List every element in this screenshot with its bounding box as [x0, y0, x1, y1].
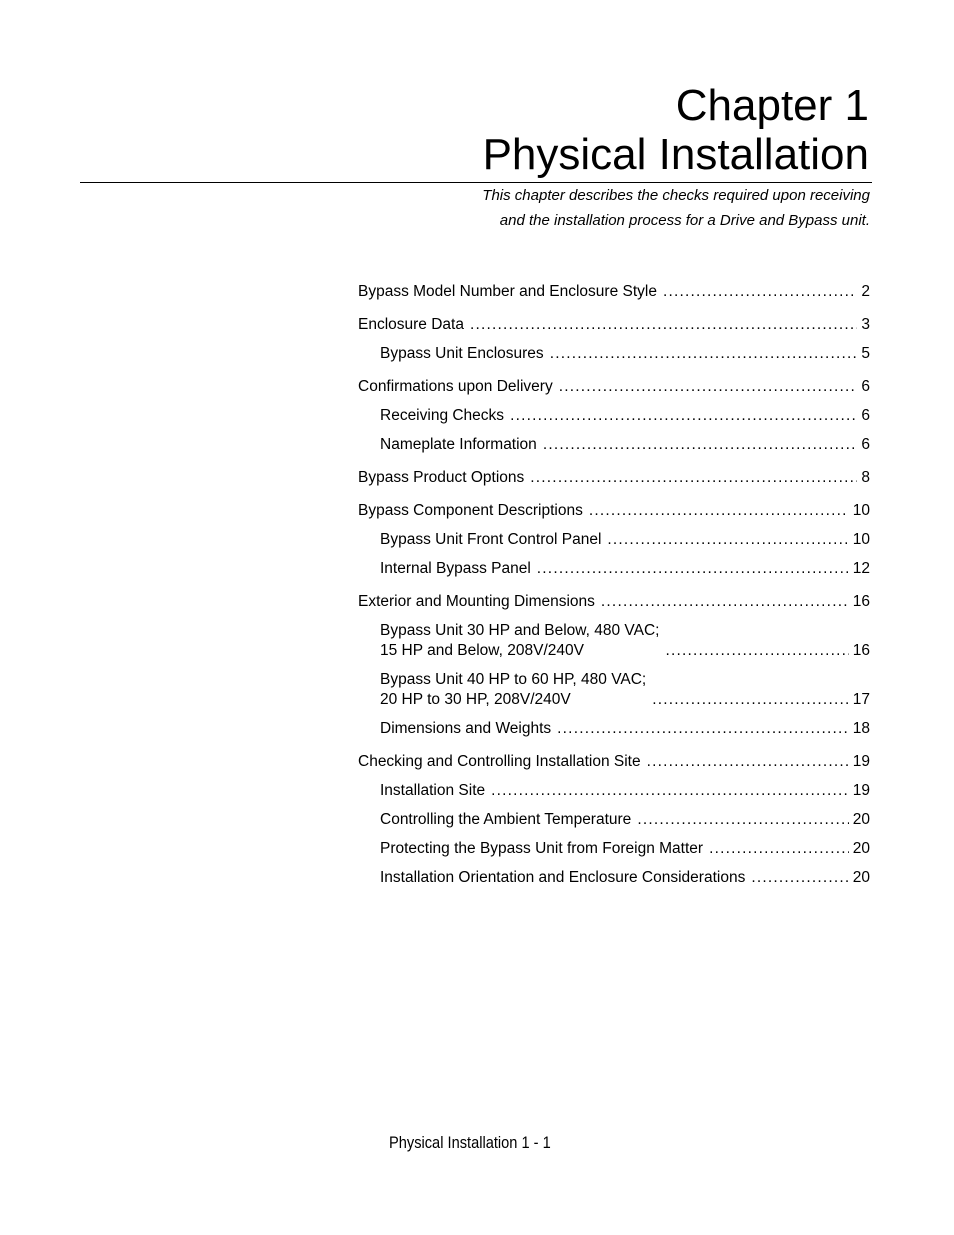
dot-leader: [559, 377, 858, 397]
toc-entry[interactable]: [358, 315, 870, 335]
toc-entry-label: Nameplate Information: [380, 436, 537, 453]
toc-page-number: 12: [852, 560, 870, 577]
dot-leader: [647, 752, 849, 772]
toc-entry[interactable]: [358, 592, 870, 612]
toc-entry-label: Protecting the Bypass Unit from Foreign Matter: [380, 840, 704, 857]
toc-entry-label: Exterior and Mounting Dimensions: [358, 593, 595, 610]
toc-entry[interactable]: [358, 501, 870, 521]
toc-entry-label: Bypass Unit 30 HP and Below, 480 VAC;: [380, 622, 660, 639]
dot-leader: [663, 282, 857, 302]
dot-leader: [491, 781, 849, 801]
dot-leader: [543, 435, 858, 455]
toc-page-number: 19: [852, 753, 870, 770]
toc-page-number: 3: [861, 316, 870, 333]
toc-entry[interactable]: [358, 530, 870, 550]
toc-page-number: 16: [852, 593, 870, 610]
toc-entry[interactable]: [358, 435, 870, 455]
dot-leader: [530, 468, 857, 488]
summary-line: This chapter describes the checks required upon receiving: [482, 187, 870, 204]
toc-page-number: 20: [852, 840, 870, 857]
toc-entry[interactable]: [358, 810, 870, 830]
dot-leader: [601, 592, 849, 612]
table-of-contents: [358, 282, 870, 888]
toc-entry[interactable]: [358, 752, 870, 772]
toc-entry[interactable]: [358, 868, 870, 888]
toc-entry[interactable]: [358, 282, 870, 302]
dot-leader: [589, 501, 849, 521]
toc-entry[interactable]: [358, 406, 870, 426]
toc-entry-label: Enclosure Data: [358, 316, 464, 333]
toc-entry-label: Internal Bypass Panel: [380, 560, 531, 577]
toc-entry-label: Installation Orientation and Enclosure Considerations: [380, 869, 746, 886]
toc-page-number: 20: [852, 811, 870, 828]
toc-page-number: 6: [861, 436, 870, 453]
toc-entry[interactable]: [358, 781, 870, 801]
toc-entry[interactable]: [358, 559, 870, 579]
toc-page-number: 17: [852, 691, 870, 708]
toc-entry[interactable]: [358, 719, 870, 739]
toc-page-number: 2: [861, 283, 870, 300]
toc-page-number: 10: [852, 502, 870, 519]
toc-entry-label: Bypass Product Options: [358, 469, 525, 486]
toc-page-number: 10: [852, 531, 870, 548]
toc-entry-label: Bypass Unit Enclosures: [380, 345, 544, 362]
toc-entry[interactable]: [358, 839, 870, 859]
toc-page-number: 18: [852, 720, 870, 737]
chapter-title: Physical Installation: [482, 130, 869, 179]
summary-line: and the installation process for a Drive and Bypass unit.: [499, 212, 870, 229]
toc-page-number: 19: [852, 782, 870, 799]
dot-leader: [607, 530, 848, 550]
toc-entry-label: 15 HP and Below, 208V/240V: [380, 642, 584, 659]
toc-entry-label: Checking and Controlling Installation Site: [358, 753, 641, 770]
toc-page-number: 6: [861, 407, 870, 424]
toc-page-number: 20: [852, 869, 870, 886]
toc-entry-label: 20 HP to 30 HP, 208V/240V: [380, 691, 571, 708]
dot-leader: [665, 641, 848, 661]
dot-leader: [557, 719, 849, 739]
dot-leader: [709, 839, 849, 859]
dot-leader: [537, 559, 849, 579]
dot-leader: [510, 406, 857, 426]
toc-entry-label: Bypass Component Descriptions: [358, 502, 583, 519]
toc-entry[interactable]: [358, 377, 870, 397]
toc-entry[interactable]: [358, 621, 870, 661]
dot-leader: [652, 690, 849, 710]
toc-page-number: 5: [861, 345, 870, 362]
toc-page-number: 6: [861, 378, 870, 395]
toc-entry-label: Bypass Unit Front Control Panel: [380, 531, 602, 548]
toc-entry-label: Bypass Model Number and Enclosure Style: [358, 283, 657, 300]
toc-entry[interactable]: [358, 344, 870, 364]
chapter-number: Chapter 1: [675, 81, 869, 130]
toc-entry-label: Receiving Checks: [380, 407, 505, 424]
toc-entry[interactable]: [358, 670, 870, 710]
toc-entry-label: Controlling the Ambient Temperature: [380, 811, 632, 828]
page-footer: Physical Installation 1 - 1: [389, 1133, 551, 1152]
toc-entry-label: Installation Site: [380, 782, 486, 799]
toc-entry-label: Dimensions and Weights: [380, 720, 552, 737]
toc-page-number: 8: [861, 469, 870, 486]
toc-entry-label: Bypass Unit 40 HP to 60 HP, 480 VAC;: [380, 671, 647, 688]
dot-leader: [470, 315, 857, 335]
dot-leader: [550, 344, 858, 364]
chapter-summary: [482, 183, 870, 233]
dot-leader: [637, 810, 848, 830]
dot-leader: [751, 868, 848, 888]
toc-entry[interactable]: [358, 468, 870, 488]
toc-page-number: 16: [852, 642, 870, 659]
toc-entry-label: Confirmations upon Delivery: [358, 378, 553, 395]
